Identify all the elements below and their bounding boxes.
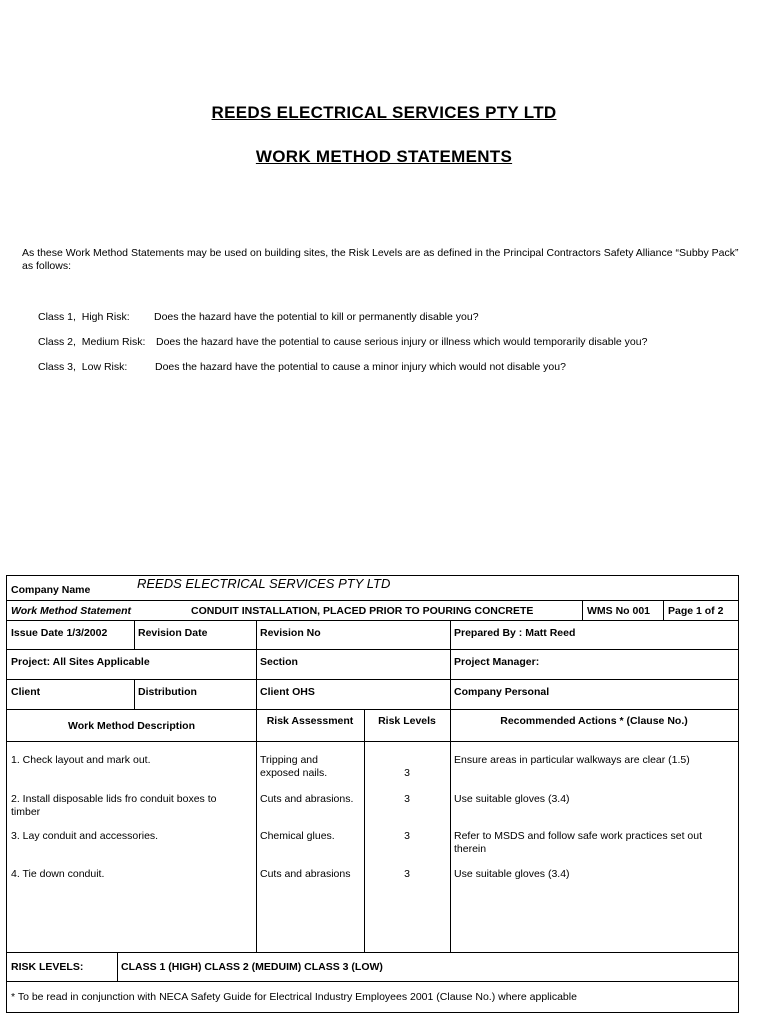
table-row-3-risk: Chemical glues. bbox=[260, 830, 335, 842]
page-number: Page 1 of 2 bbox=[668, 605, 724, 617]
class-3-text: Does the hazard have the potential to cause a minor injury which would not disable you? bbox=[155, 361, 566, 373]
table-row-3-action: Refer to MSDS and follow safe work practices set out therein bbox=[454, 830, 703, 855]
class-3-label: Class 3, Low Risk: bbox=[38, 361, 128, 373]
revision-date: Revision Date bbox=[138, 627, 208, 639]
table-row-3-level: 3 bbox=[404, 830, 410, 842]
class-1-label: Class 1, High Risk: bbox=[38, 311, 130, 323]
risk-levels-label: RISK LEVELS: bbox=[11, 961, 84, 973]
column-header-risk: Risk Assessment bbox=[266, 715, 354, 727]
table-row-2-action: Use suitable gloves (3.4) bbox=[454, 793, 570, 805]
table-divider bbox=[7, 709, 738, 710]
table-row-1-action: Ensure areas in particular walkways are clear (1.5) bbox=[454, 754, 690, 766]
class-1-text: Does the hazard have the potential to kill or permanently disable you? bbox=[154, 311, 479, 323]
company-personal: Company Personal bbox=[454, 686, 550, 698]
table-divider bbox=[7, 981, 738, 982]
column-header-description: Work Method Description bbox=[68, 720, 195, 732]
document-title: WORK METHOD STATEMENTS bbox=[255, 147, 513, 166]
table-row-4-risk: Cuts and abrasions bbox=[260, 868, 351, 880]
project-manager: Project Manager: bbox=[454, 656, 540, 668]
table-divider bbox=[7, 620, 738, 621]
risk-levels-value: CLASS 1 (HIGH) CLASS 2 (MEDUIM) CLASS 3 (LOW) bbox=[121, 961, 383, 973]
table-row-2-risk: Cuts and abrasions. bbox=[260, 793, 354, 805]
class-3-row bbox=[38, 361, 738, 375]
column-header-levels: Risk Levels bbox=[378, 715, 436, 727]
table-row-1-risk: Tripping and exposed nails. bbox=[260, 754, 328, 779]
table-divider bbox=[7, 679, 738, 680]
table-divider bbox=[256, 620, 257, 952]
footnote: * To be read in conjunction with NECA Safety Guide for Electrical Industry Employees 2001 (Clause No.) where applicable bbox=[11, 991, 577, 1003]
wms-label: Work Method Statement bbox=[11, 605, 131, 617]
project: Project: All Sites Applicable bbox=[11, 656, 150, 668]
company-heading: REEDS ELECTRICAL SERVICES PTY LTD bbox=[211, 103, 557, 122]
client: Client bbox=[11, 686, 41, 698]
table-divider bbox=[117, 952, 118, 981]
table-divider bbox=[450, 620, 451, 952]
table-row-1-level: 3 bbox=[404, 767, 410, 779]
prepared-by: Prepared By : Matt Reed bbox=[454, 627, 576, 639]
class-2-row bbox=[38, 336, 738, 350]
issue-date: Issue Date 1/3/2002 bbox=[11, 627, 108, 639]
intro-paragraph: As these Work Method Statements may be used on building sites, the Risk Levels are as defined in the Principal Contractors Safety Alliance “Subby Pack” as follows: bbox=[22, 247, 739, 272]
column-header-actions: Recommended Actions * (Clause No.) bbox=[500, 715, 688, 727]
table-divider bbox=[663, 600, 664, 620]
distribution: Distribution bbox=[138, 686, 197, 698]
class-1-row bbox=[38, 311, 738, 325]
table-row-3-description: 3. Lay conduit and accessories. bbox=[11, 830, 159, 842]
revision-no: Revision No bbox=[260, 627, 321, 639]
table-row-2-level: 3 bbox=[404, 793, 410, 805]
section: Section bbox=[260, 656, 298, 668]
wms-table bbox=[6, 575, 739, 1013]
class-2-text: Does the hazard have the potential to cause serious injury or illness which would temporarily disable you? bbox=[156, 336, 648, 348]
class-2-label: Class 2, Medium Risk: bbox=[38, 336, 146, 348]
table-divider bbox=[134, 620, 135, 649]
table-divider bbox=[582, 600, 583, 620]
table-divider bbox=[7, 649, 738, 650]
table-divider bbox=[7, 741, 738, 742]
company-name-label: Company Name bbox=[11, 584, 91, 596]
table-row-1-description: 1. Check layout and mark out. bbox=[11, 754, 151, 766]
company-name-value: REEDS ELECTRICAL SERVICES PTY LTD bbox=[137, 576, 391, 591]
table-divider bbox=[134, 679, 135, 709]
client-ohs: Client OHS bbox=[260, 686, 315, 698]
table-row-2-description: 2. Install disposable lids fro conduit boxes to timber bbox=[11, 793, 217, 818]
table-row-4-level: 3 bbox=[404, 868, 410, 880]
table-divider bbox=[7, 600, 738, 601]
wms-number: WMS No 001 bbox=[587, 605, 651, 617]
wms-value: CONDUIT INSTALLATION, PLACED PRIOR TO POURING CONCRETE bbox=[191, 605, 534, 617]
table-row-4-description: 4. Tie down conduit. bbox=[11, 868, 105, 880]
table-row-4-action: Use suitable gloves (3.4) bbox=[454, 868, 570, 880]
